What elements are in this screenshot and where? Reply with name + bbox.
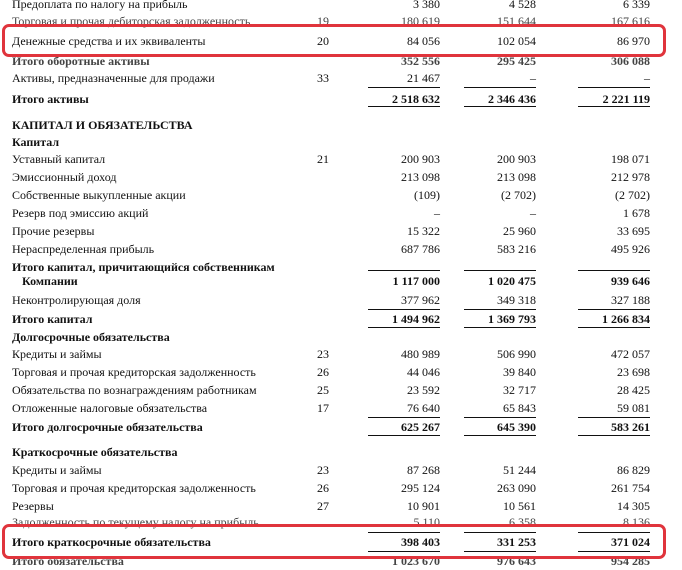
- total-line: [578, 87, 650, 88]
- total-line: [368, 106, 440, 107]
- row-value-col2: 4 528: [509, 0, 536, 11]
- table-row: [0, 168, 682, 186]
- row-value-col1: (109): [414, 188, 440, 202]
- row-value-col3: 33 695: [617, 224, 650, 238]
- table-row-total-noncurrent-liabilities: [0, 418, 682, 436]
- row-label: Торговая и прочая кредиторская задолженность: [12, 365, 256, 379]
- row-value-col1: 352 556: [401, 54, 440, 68]
- row-value-col3: 28 425: [617, 383, 650, 397]
- row-value-col3: 1 266 834: [602, 312, 650, 326]
- row-label: Итого краткосрочные обязательства: [12, 535, 211, 549]
- table-row-total-equity: [0, 310, 682, 328]
- row-label: Итого капитал: [12, 312, 93, 326]
- row-label: КАПИТАЛ И ОБЯЗАТЕЛЬСТВА: [12, 118, 193, 132]
- row-note: 23: [317, 347, 329, 361]
- row-value-col2: 1 369 793: [488, 312, 536, 326]
- table-row: [0, 204, 682, 222]
- row-value-col3: 306 088: [611, 54, 650, 68]
- row-label: Кредиты и займы: [12, 347, 102, 361]
- row-value-col3: 583 261: [611, 420, 650, 434]
- row-value-col1: 21 467: [407, 71, 440, 85]
- row-label: Нераспределенная прибыль: [12, 242, 155, 256]
- table-row: [0, 461, 682, 479]
- row-value-col2: 51 244: [503, 463, 536, 477]
- row-value-col2: 32 717: [503, 383, 536, 397]
- row-note: 20: [317, 34, 329, 48]
- row-value-col3: 198 071: [611, 152, 650, 166]
- table-row: [0, 291, 682, 309]
- row-value-col3: (2 702): [615, 188, 650, 202]
- row-label: Предоплата по налогу на прибыль: [12, 0, 188, 11]
- total-line: [578, 106, 650, 107]
- row-value-col2: (2 702): [501, 188, 536, 202]
- row-value-col2: 200 903: [497, 152, 536, 166]
- row-value-col1: 480 989: [401, 347, 440, 361]
- row-value-col3: 86 829: [617, 463, 650, 477]
- total-line: [578, 327, 650, 328]
- row-note: 17: [317, 401, 329, 415]
- row-value-col2: 976 643: [497, 554, 536, 568]
- row-label: Долгосрочные обязательства: [12, 330, 170, 344]
- total-line: [368, 309, 440, 310]
- table-row-total-equity-owners-cont: [0, 272, 682, 290]
- row-value-col1: 15 322: [407, 224, 440, 238]
- row-value-col3: 59 081: [617, 401, 650, 415]
- table-row: [0, 381, 682, 399]
- total-line: [464, 327, 536, 328]
- row-label: Неконтролирующая доля: [12, 293, 141, 307]
- row-note: 33: [317, 71, 329, 85]
- row-value-col2: –: [530, 206, 536, 220]
- row-label: Капитал: [12, 135, 60, 149]
- row-value-col2: 39 840: [503, 365, 536, 379]
- row-value-col2: 10 561: [503, 499, 536, 513]
- table-row: [0, 222, 682, 240]
- total-line: [464, 270, 536, 271]
- row-value-col1: 200 903: [401, 152, 440, 166]
- table-row: [0, 399, 682, 417]
- row-value-col2: 583 216: [497, 242, 536, 256]
- row-label: Краткосрочные обязательства: [12, 445, 178, 459]
- total-line: [578, 270, 650, 271]
- row-value-col2: 349 318: [497, 293, 536, 307]
- row-value-col2: 213 098: [497, 170, 536, 184]
- row-value-col1: 625 267: [401, 420, 440, 434]
- table-row: [0, 240, 682, 258]
- row-value-col1: 10 901: [407, 499, 440, 513]
- table-row: [0, 150, 682, 168]
- row-note: 25: [317, 383, 329, 397]
- row-value-col2: 151 644: [497, 14, 536, 28]
- total-line: [464, 435, 536, 436]
- row-value-col3: 14 305: [617, 499, 650, 513]
- row-label: Уставный капитал: [12, 152, 106, 166]
- row-note: 26: [317, 481, 329, 495]
- row-value-col3: 1 678: [623, 206, 650, 220]
- row-label: Задолженность по текущему налогу на прибыль: [12, 515, 259, 529]
- table-row: [0, 186, 682, 204]
- row-label: Торговая и прочая кредиторская задолженность: [12, 481, 256, 495]
- row-value-col2: 65 843: [503, 401, 536, 415]
- row-value-col3: 472 057: [611, 347, 650, 361]
- row-label: Итого капитал, причитающийся собственникам: [12, 260, 275, 274]
- total-line: [368, 270, 440, 271]
- row-value-col1: 84 056: [407, 34, 440, 48]
- row-value-col3: 8 136: [623, 515, 650, 529]
- row-value-col3: 939 646: [611, 274, 650, 288]
- row-label: Эмиссионный доход: [12, 170, 117, 184]
- row-note: 23: [317, 463, 329, 477]
- row-value-col1: 87 268: [407, 463, 440, 477]
- row-label: Итого активы: [12, 92, 89, 106]
- row-value-col2: 331 253: [497, 535, 536, 549]
- row-value-col2: 295 425: [497, 54, 536, 68]
- row-label: Денежные средства и их эквиваленты: [12, 34, 206, 48]
- total-line: [368, 327, 440, 328]
- row-value-col3: 261 754: [611, 481, 650, 495]
- row-value-col2: 6 358: [509, 515, 536, 529]
- row-value-col2: 102 054: [497, 34, 536, 48]
- highlight-box-current-liabilities: [2, 524, 666, 559]
- row-label: Обязательства по вознаграждениям работникам: [12, 383, 257, 397]
- row-label: Итого оборотные активы: [12, 54, 150, 68]
- row-value-col2: 263 090: [497, 481, 536, 495]
- row-note: 27: [317, 499, 329, 513]
- row-note: 26: [317, 365, 329, 379]
- row-value-col2: 506 990: [497, 347, 536, 361]
- row-value-col2: 645 390: [497, 420, 536, 434]
- table-row: [0, 363, 682, 381]
- row-value-col1: 23 592: [407, 383, 440, 397]
- row-value-col1: 1 494 962: [392, 312, 440, 326]
- table-row: [0, 479, 682, 497]
- row-label: Отложенные налоговые обязательства: [12, 401, 208, 415]
- highlight-box-cash: [2, 24, 666, 57]
- row-value-col2: –: [530, 71, 536, 85]
- row-label: Итого долгосрочные обязательства: [12, 420, 203, 434]
- row-label: Компании: [22, 274, 78, 288]
- row-value-col1: 687 786: [401, 242, 440, 256]
- subsection-heading: [0, 133, 682, 151]
- row-value-col1: 377 962: [401, 293, 440, 307]
- row-value-col1: 76 640: [407, 401, 440, 415]
- row-value-col1: 5 110: [413, 515, 440, 529]
- row-value-col3: 495 926: [611, 242, 650, 256]
- total-line: [464, 417, 536, 418]
- row-value-col3: –: [644, 71, 650, 85]
- row-value-col1: 1 023 670: [392, 554, 440, 568]
- row-label: Резерв под эмиссию акций: [12, 206, 149, 220]
- row-value-col1: 44 046: [407, 365, 440, 379]
- row-value-col3: 954 285: [611, 554, 650, 568]
- row-label: Резервы: [12, 499, 54, 513]
- row-label: Итого обязательства: [12, 554, 124, 568]
- row-note: 19: [317, 14, 329, 28]
- row-value-col3: 6 339: [623, 0, 650, 11]
- row-note: 21: [317, 152, 329, 166]
- row-value-col1: 398 403: [401, 535, 440, 549]
- table-row: [0, 69, 682, 87]
- total-line: [578, 435, 650, 436]
- row-label: Собственные выкупленные акции: [12, 188, 186, 202]
- row-value-col2: 1 020 475: [488, 274, 536, 288]
- row-label: Торговая и прочая дебиторская задолженность: [12, 14, 251, 28]
- row-value-col3: 371 024: [611, 535, 650, 549]
- row-value-col3: 212 978: [611, 170, 650, 184]
- section-heading: [0, 116, 682, 134]
- row-value-col3: 2 221 119: [602, 92, 650, 106]
- total-line: [578, 309, 650, 310]
- row-value-col3: 167 616: [611, 14, 650, 28]
- row-label: Кредиты и займы: [12, 463, 102, 477]
- row-value-col1: –: [434, 206, 440, 220]
- row-label: Активы, предназначенные для продажи: [12, 71, 215, 85]
- row-label: Прочие резервы: [12, 224, 95, 238]
- table-row: [0, 345, 682, 363]
- total-line: [368, 87, 440, 88]
- subsection-heading: [0, 328, 682, 346]
- total-line: [368, 435, 440, 436]
- row-value-col3: 327 188: [611, 293, 650, 307]
- total-line: [368, 417, 440, 418]
- row-value-col1: 2 518 632: [392, 92, 440, 106]
- row-value-col1: 3 380: [413, 0, 440, 11]
- subsection-heading: [0, 443, 682, 461]
- row-value-col3: 23 698: [617, 365, 650, 379]
- row-value-col3: 86 970: [617, 34, 650, 48]
- total-line: [578, 417, 650, 418]
- row-value-col2: 2 346 436: [488, 92, 536, 106]
- total-line: [464, 309, 536, 310]
- row-value-col1: 180 619: [401, 14, 440, 28]
- total-line: [464, 87, 536, 88]
- total-line: [464, 106, 536, 107]
- row-value-col1: 213 098: [401, 170, 440, 184]
- row-value-col2: 25 960: [503, 224, 536, 238]
- row-value-col1: 1 117 000: [392, 274, 440, 288]
- row-value-col1: 295 124: [401, 481, 440, 495]
